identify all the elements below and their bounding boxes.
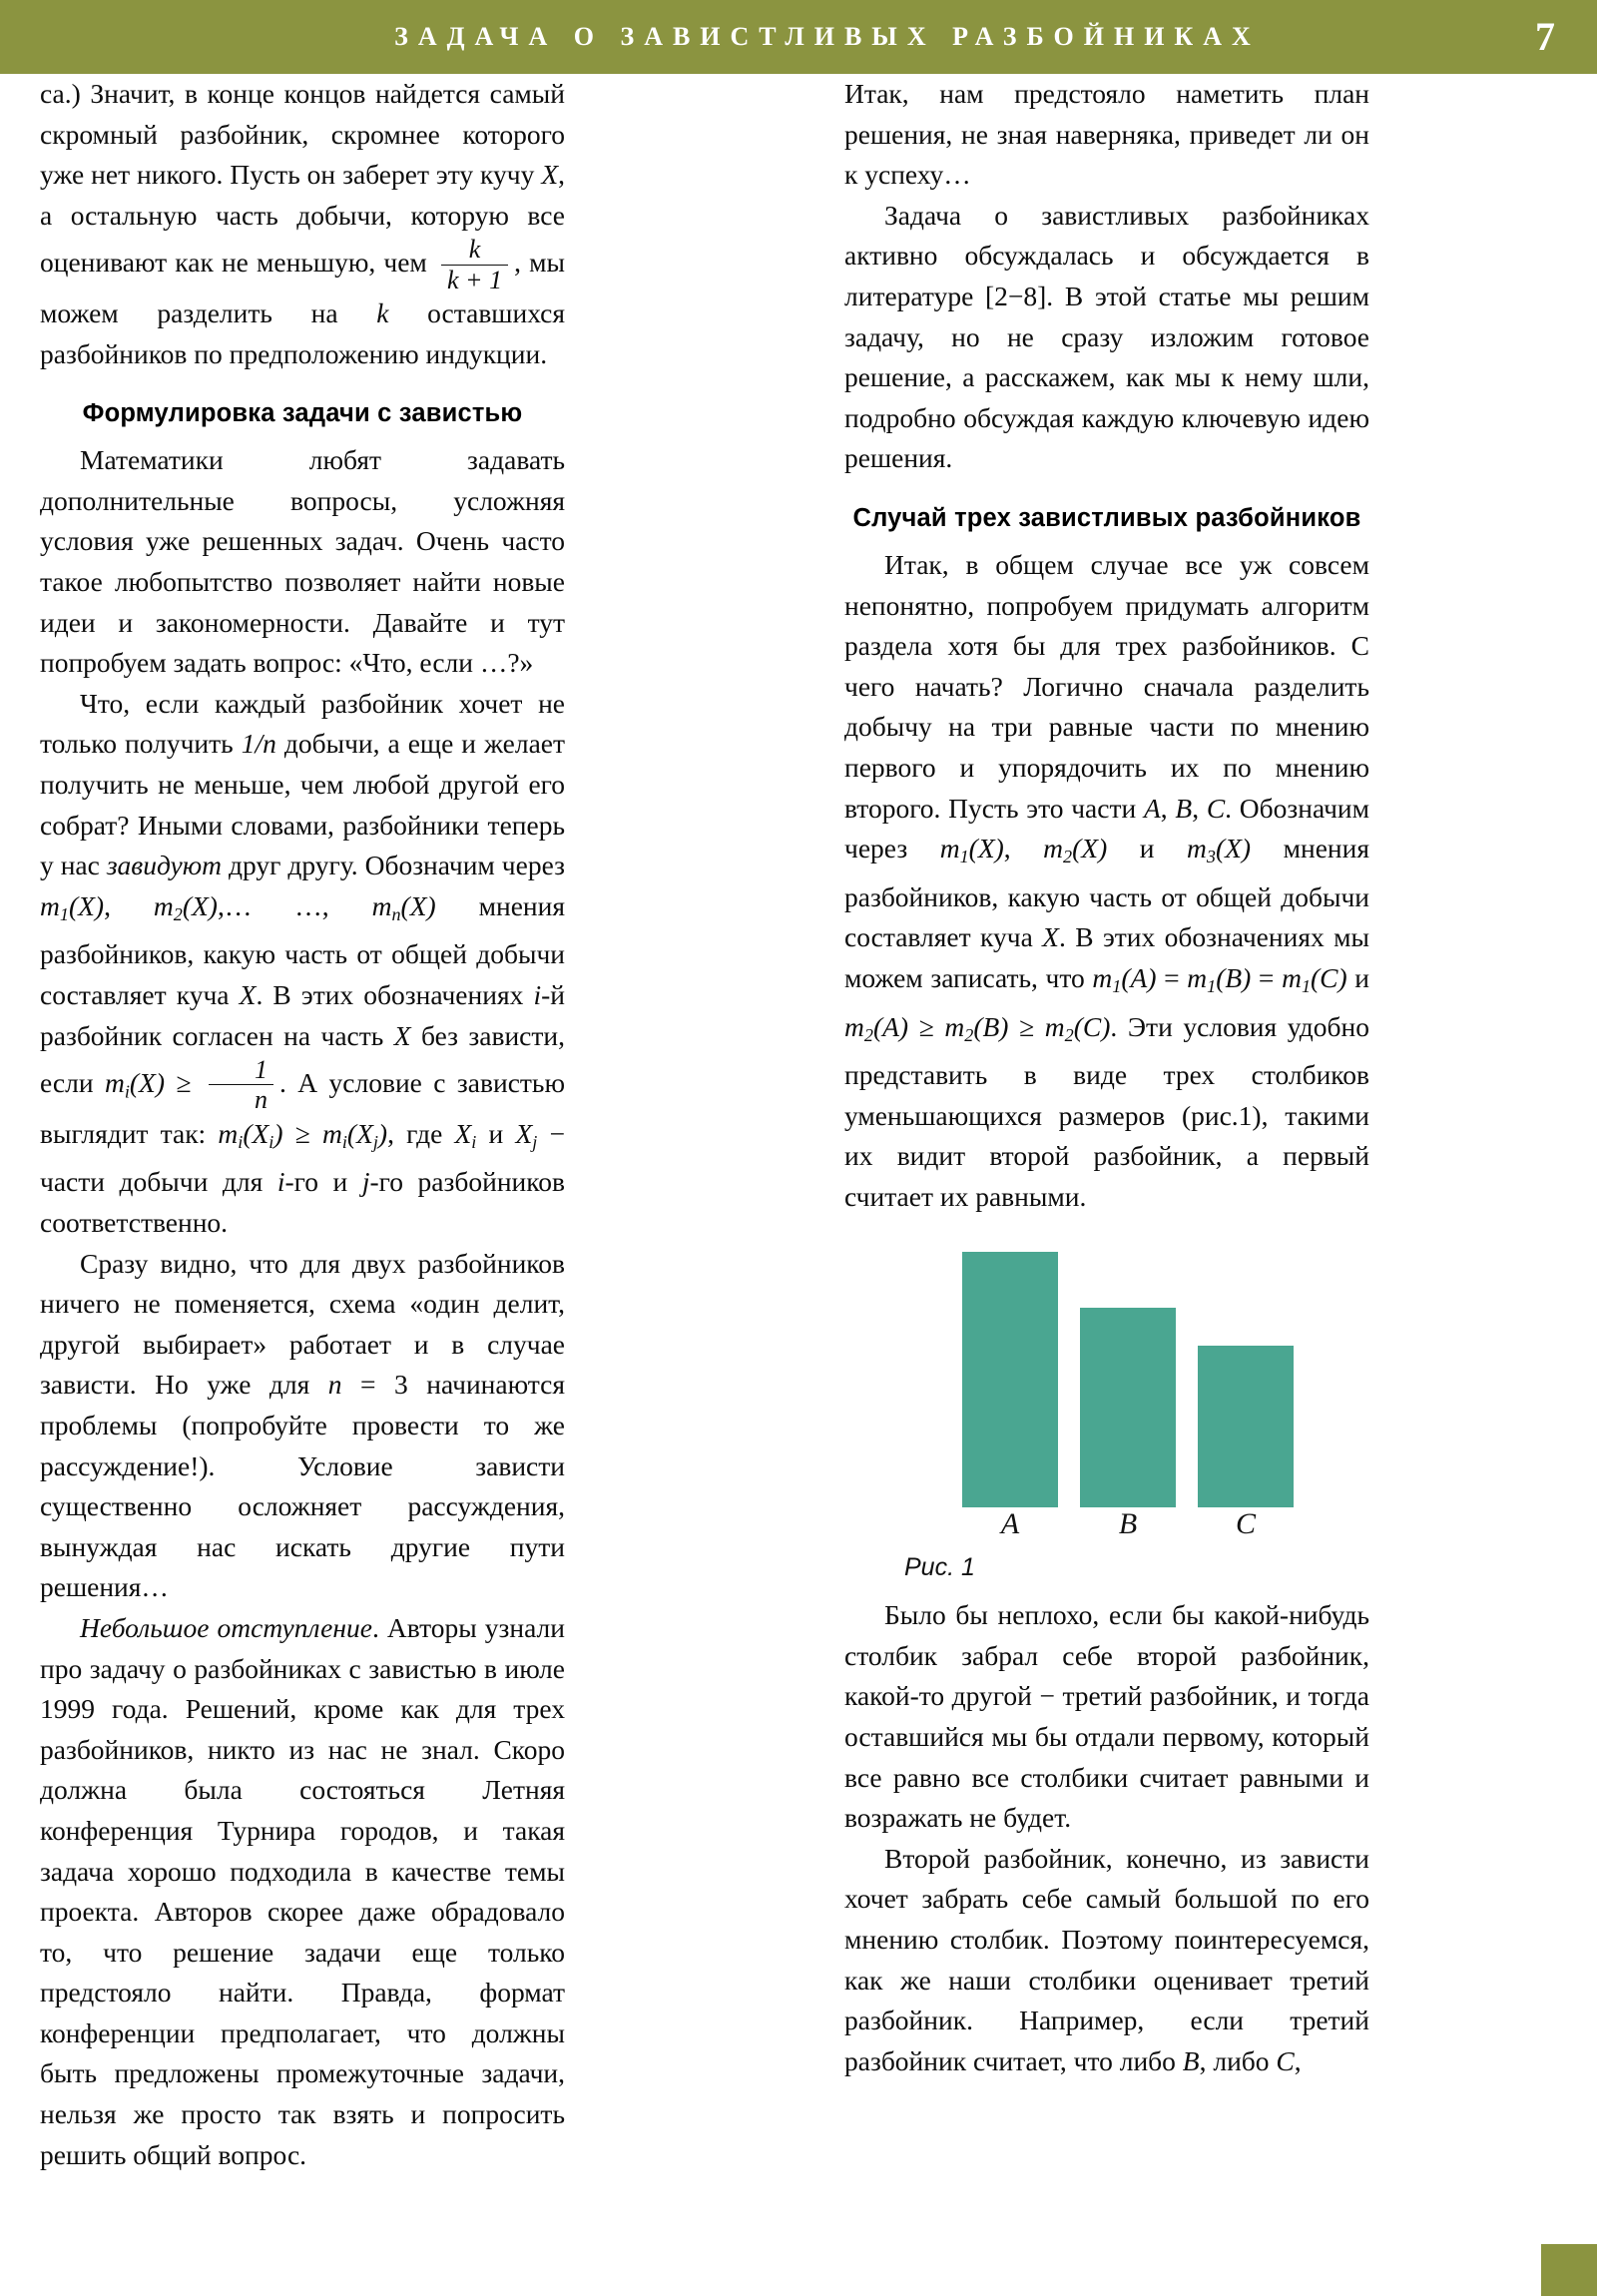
text-run: Второй разбойник, конечно, из зависти хочет забрать себе самый большой по его мнению столбик. Поэтому поинтересуемся, как же наши столбики оценивает третий разбойник. Например, если третий разбойник считает, что либо — [844, 1842, 1369, 2076]
paragraph-continuation — [40, 74, 565, 374]
page-content — [0, 74, 1597, 2296]
math-var-n: n — [327, 1369, 342, 1401]
right-column — [844, 74, 1369, 2081]
emphasis-digression-title: Небольшое отступление — [80, 1611, 372, 1643]
text-run: . В этих обозначениях — [256, 978, 534, 1010]
section-heading-three-robbers: Случай трех завистливых разбойников — [852, 503, 1361, 532]
math-var-X: X — [239, 978, 257, 1010]
text-run: -й разбойник согласен на часть — [40, 978, 565, 1051]
math-mi-subscript: i — [124, 1081, 130, 1102]
text-run: . А условие с завистью выглядит так: — [40, 1067, 565, 1149]
math-mi-b-subscript: i — [341, 1131, 347, 1152]
text-run: друг другу. Обозначим через — [222, 850, 565, 881]
fraction-numerator: 1 — [254, 1055, 267, 1085]
text-run: Итак, в общем случае все уж совсем непонятно, попробуем придумать алгоритм раздела хотя бы для трех разбойников. С чего начать? Логично сначала разделить добычу на три равные части по мнению первого и упорядочить их по мнению второго. Пусть это части — [844, 548, 1369, 824]
emphasis-zaviduyut: завидуют — [106, 850, 222, 881]
text-run: , — [1192, 792, 1207, 824]
math-var-C: C — [1206, 792, 1226, 824]
math-geq-sign: ≥ — [282, 1117, 322, 1149]
paragraph-mathematicians: Математики любят задавать дополнительные вопросы, усложняя условия уже решенных задач. Очень часто такое любопытство позволяет найти новые идеи и закономерности. Давайте и тут попробуем задать вопрос: «Что, если …?» — [40, 444, 565, 679]
math-m2-of-C: m — [1044, 1010, 1065, 1042]
math-var-i: i — [276, 1166, 285, 1198]
math-m2-arg: (X) — [1072, 833, 1108, 864]
page-header-bar — [0, 0, 1597, 74]
math-Xi-open: (X — [243, 1117, 269, 1149]
math-mi: m — [104, 1067, 125, 1099]
math-m1-arg: (X) — [68, 889, 105, 921]
math-m2: m — [153, 889, 174, 921]
math-m1-of-A: m — [1092, 961, 1113, 993]
math-var-X: X — [393, 1019, 411, 1051]
math-m1-of-C-arg: (C) — [1311, 961, 1347, 993]
bar-A — [962, 1252, 1058, 1507]
math-mi-arg: (X) — [129, 1067, 166, 1099]
math-m1-of-A-arg: (A) — [1121, 961, 1157, 993]
text-run: Сразу видно, что для двух разбойников ничего не поменяется, схема «один делит, другой выбирает» работает и в случае зависти. Но уже для — [40, 1247, 565, 1401]
math-m1-of-C-subscript: 1 — [1301, 976, 1312, 997]
text-run: , а остальную часть добычи, которую все оценивают как не меньшую, чем — [40, 159, 565, 279]
math-var-Xi: X — [454, 1117, 472, 1149]
text-run: . В этих обозначениях мы можем записать, что — [844, 921, 1369, 993]
math-m2-subscript: 2 — [173, 903, 183, 924]
section-heading-problem-statement: Формулировка задачи с завистью — [82, 399, 523, 428]
math-var-B: B — [1182, 2044, 1200, 2076]
math-m3-arg: (X) — [1215, 833, 1252, 864]
math-m2-of-A-subscript: 2 — [863, 1024, 873, 1045]
text-run: , где — [387, 1117, 455, 1149]
text-run: Что, если каждый разбойник хочет не только получить — [40, 687, 565, 760]
math-mn-subscript: n — [391, 903, 401, 924]
math-Xj-open: (X — [346, 1117, 373, 1149]
math-var-i: i — [533, 978, 542, 1010]
corner-ornament — [1541, 2244, 1597, 2296]
page-number: 7 — [1535, 14, 1555, 59]
text-run: , — [1003, 833, 1044, 864]
math-var-X: X — [1042, 921, 1059, 953]
math-m1-of-C: m — [1282, 961, 1302, 993]
math-m1-of-B: m — [1187, 961, 1208, 993]
math-mn: m — [371, 889, 392, 921]
page-header-title: ЗАДАЧА О ЗАВИСТЛИВЫХ РАЗБОЙНИКАХ — [394, 22, 1261, 51]
math-geq-sign: ≥ — [1008, 1010, 1045, 1042]
math-m2-of-B-arg: (B) — [973, 1010, 1009, 1042]
figure-1 — [844, 1244, 1369, 1588]
math-m2-of-A: m — [844, 1010, 864, 1042]
paragraph-three-robbers-algorithm — [844, 545, 1369, 1218]
text-run: , — [1294, 2044, 1302, 2076]
text-run: -го разбойников соответственно. — [40, 1166, 565, 1238]
math-m2-of-B: m — [944, 1010, 965, 1042]
bar-label-B: B — [1118, 1507, 1138, 1541]
math-var-Xj: X — [515, 1117, 533, 1149]
text-run: ,… …, — [217, 889, 372, 921]
bar-label-C: C — [1235, 1507, 1256, 1541]
fraction-numerator: k — [468, 235, 481, 265]
math-mi-a: m — [218, 1117, 239, 1149]
paragraph-two-robbers — [40, 1244, 565, 1608]
bar-label-A: A — [1000, 1507, 1020, 1541]
math-equals-sign: = — [1251, 961, 1283, 993]
fraction-one-over-n — [209, 1056, 273, 1114]
paragraph-digression — [40, 1608, 565, 2175]
math-var-A: A — [1143, 792, 1161, 824]
left-column — [40, 74, 565, 2175]
math-m2-of-A-arg: (A) — [872, 1010, 909, 1042]
math-m1: m — [40, 889, 60, 921]
math-Xi-subscript: i — [268, 1131, 274, 1152]
math-var-B: B — [1175, 792, 1193, 824]
math-m2-arg: (X) — [182, 889, 218, 921]
math-m1-arg: (X) — [968, 833, 1004, 864]
text-run: , либо — [1199, 2044, 1277, 2076]
math-Xj-close: ) — [377, 1117, 388, 1149]
math-m1-of-B-arg: (B) — [1216, 961, 1252, 993]
text-run: , мы можем разделить на — [40, 247, 566, 328]
math-m1: m — [939, 833, 960, 864]
math-geq-sign: ≥ — [908, 1010, 945, 1042]
math-mn-arg: (X) — [400, 889, 436, 921]
math-m2-of-B-subscript: 2 — [964, 1024, 974, 1045]
math-m3: m — [1187, 833, 1207, 864]
math-m1-of-A-subscript: 1 — [1112, 976, 1122, 997]
text-run: без зависти, если — [40, 1019, 565, 1099]
math-var-j: j — [361, 1166, 370, 1198]
text-run: -го и — [284, 1166, 362, 1198]
math-m2-of-C-subscript: 2 — [1064, 1024, 1074, 1045]
math-var-Xj-subscript: j — [532, 1131, 538, 1152]
figure-caption: Рис. 1 — [904, 1552, 975, 1581]
paragraph-second-robber — [844, 1839, 1369, 2082]
paragraph-literature: Задача о завистливых разбойниках активно обсуждалась и обсуждается в литературе [2−8]. В этой статье мы решим задачу, но не сразу изложим готовое решение, а расскажем, как мы к нему шли, подробно обсуждая каждую ключевую идею решения. — [844, 199, 1369, 474]
text-run: . Эти условия удобно представить в виде трех столбиков уменьшающихся размеров (рис.1), такими их видит второй разбойник, а первый считает их равными. — [844, 1010, 1369, 1213]
math-m2-of-C-arg: (C) — [1073, 1010, 1111, 1042]
math-var-Xi-subscript: i — [471, 1131, 477, 1152]
text-run: и — [1346, 961, 1370, 993]
math-frac-one-over-n: 1/n — [241, 728, 276, 760]
text-run: , — [104, 889, 154, 921]
math-m2-subscript: 2 — [1063, 847, 1073, 867]
bar-B — [1080, 1308, 1176, 1507]
bar-C — [1198, 1346, 1294, 1507]
fraction-k-over-k-plus-1 — [441, 236, 508, 293]
text-run: са.) Значит, в конце концов найдется самый скромный разбойник, скромнее которого уже нет никого. Пусть он заберет эту кучу — [40, 78, 565, 191]
math-m1-subscript: 1 — [959, 847, 969, 867]
text-run: . Обозначим через — [844, 792, 1370, 864]
math-var-C: C — [1276, 2044, 1295, 2076]
text-run: мнения разбойников, какую часть от общей добычи составляет куча — [844, 833, 1369, 953]
text-run: − части добычи для — [40, 1117, 565, 1198]
math-var-k: k — [376, 296, 389, 328]
fraction-denominator: k + 1 — [441, 265, 508, 293]
paragraph-would-be-nice: Было бы неплохо, если бы какой-нибудь столбик забрал себе второй разбойник, какой-то другой − третий разбойник, и тогда оставшийся мы бы отдали первому, который все равно все столбики считает равными и возражать не будет. — [844, 1599, 1369, 1834]
paragraph-envy-definition — [40, 684, 565, 1244]
math-Xi-close: ) — [273, 1117, 283, 1149]
math-mi-a-subscript: i — [238, 1131, 244, 1152]
text-run: добычи, а еще и желает получить не меньше, чем любой другой его собрат? Иными словами, разбойники теперь у нас — [40, 728, 565, 881]
text-run: . Авторы узнали про задачу о разбойниках с завистью в июле 1999 года. Решений, кроме как для трех разбойников, никто из нас не знал. Скоро должна была состояться Летняя конференция Турнира городов, и такая задача хорошо подходила в качестве темы проекта. Авторов скорее даже обрадовало то, что решение задачи еще только предстояло найти. Правда, формат конференции предполагает, что должны быть предложены промежуточные задачи, нельзя же просто так взять и попросить решить общий вопрос. — [40, 1611, 565, 2170]
math-var-X: X — [541, 159, 559, 191]
math-m3-subscript: 3 — [1206, 847, 1216, 867]
math-m1-subscript: 1 — [59, 903, 69, 924]
paragraph-plan: Итак, нам предстояло наметить план решения, не зная наверняка, приведет ли он к успеху… — [844, 78, 1369, 191]
text-run: и — [1107, 833, 1187, 864]
text-run: и — [476, 1117, 516, 1149]
math-m2: m — [1043, 833, 1064, 864]
bar-chart — [844, 1244, 1369, 1543]
math-geq-sign: ≥ — [165, 1067, 203, 1099]
text-run: оставшихся разбойников по предположению индукции. — [40, 296, 566, 369]
text-run: , — [1160, 792, 1176, 824]
text-run: мнения разбойников, какую часть от общей добычи составляет куча — [40, 889, 565, 1010]
math-Xj-subscript: j — [372, 1131, 378, 1152]
math-m1-of-B-subscript: 1 — [1207, 976, 1217, 997]
fraction-denominator: n — [209, 1084, 273, 1113]
math-mi-b: m — [321, 1117, 342, 1149]
math-equals-sign: = — [1156, 961, 1188, 993]
text-run: = 3 начинаются проблемы (попробуйте провести то же рассуждение!). Условие зависти существенно осложняет рассуждения, вынуждая нас искать другие пути решения… — [40, 1369, 565, 1603]
